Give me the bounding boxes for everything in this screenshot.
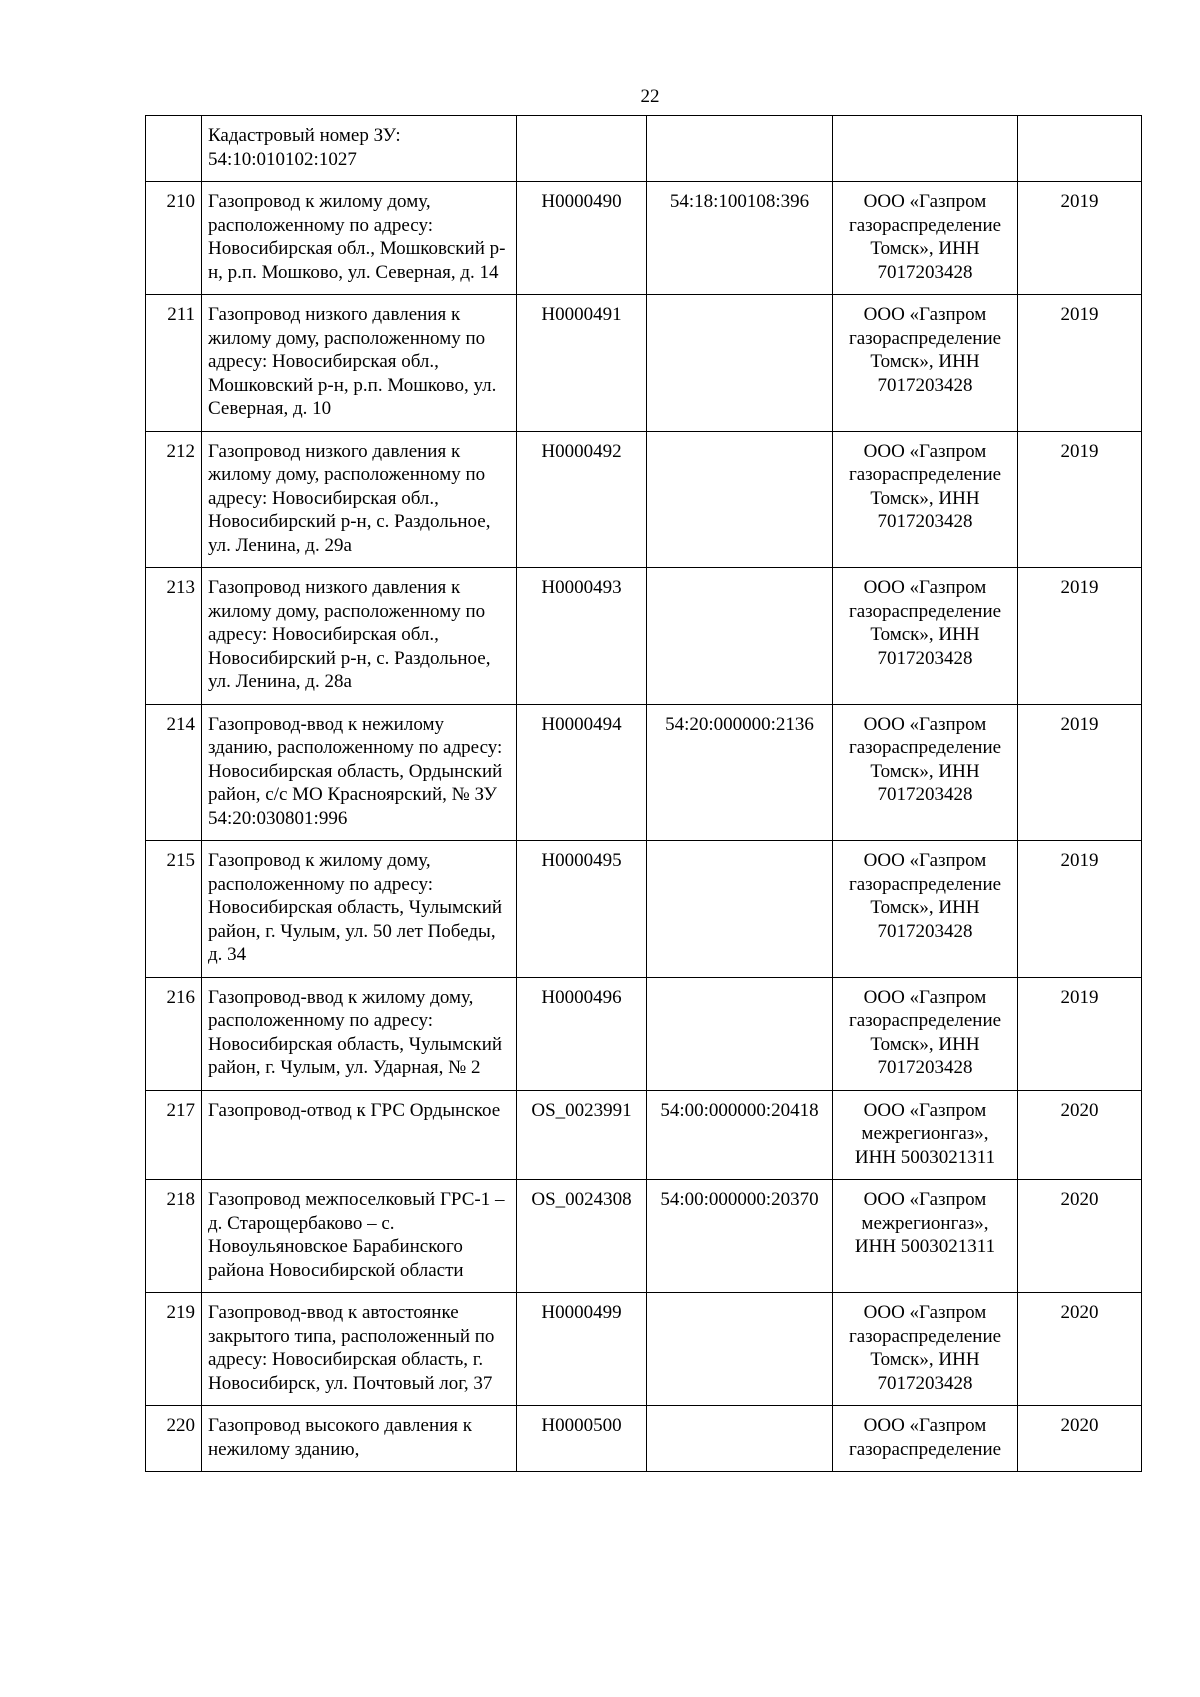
object-name-cell: Газопровод низкого давления к жилому дому, расположенному по адресу: Новосибирская обл., Новосибирский р-н, с. Раздольное, ул. Ленина, д. 28а [202, 568, 517, 705]
year-cell: 2019 [1018, 568, 1142, 705]
cadastral-number-cell [647, 568, 833, 705]
owner-cell: ООО «Газпром газораспределение Томск», ИНН 7017203428 [833, 1293, 1018, 1406]
owner-cell: ООО «Газпром газораспределение Томск», ИНН 7017203428 [833, 182, 1018, 295]
year-cell: 2019 [1018, 431, 1142, 568]
year-cell: 2020 [1018, 1090, 1142, 1180]
row-number-cell: 218 [146, 1180, 202, 1293]
object-name-cell: Газопровод к жилому дому, расположенному по адресу: Новосибирская область, Чулымский район, г. Чулым, ул. 50 лет Победы, д. 34 [202, 841, 517, 978]
cadastral-number-cell [647, 841, 833, 978]
year-cell: 2019 [1018, 841, 1142, 978]
object-name-cell: Газопровод-отвод к ГРС Ордынское [202, 1090, 517, 1180]
row-number-cell: 217 [146, 1090, 202, 1180]
inventory-number-cell: Н0000493 [517, 568, 647, 705]
object-name-cell: Газопровод низкого давления к жилому дому, расположенному по адресу: Новосибирская обл., Мошковский р-н, р.п. Мошково, ул. Северная, д. 10 [202, 295, 517, 432]
table-row [146, 1293, 1142, 1406]
registry-table [145, 115, 1142, 1472]
inventory-number-cell: OS_0023991 [517, 1090, 647, 1180]
owner-cell [833, 116, 1018, 182]
inventory-number-cell: Н0000499 [517, 1293, 647, 1406]
object-name-cell: Газопровод высокого давления к нежилому зданию, [202, 1406, 517, 1472]
object-name-cell: Газопровод-ввод к автостоянке закрытого типа, расположенный по адресу: Новосибирская область, г. Новосибирск, ул. Почтовый лог, 37 [202, 1293, 517, 1406]
row-number-cell: 214 [146, 704, 202, 841]
owner-cell: ООО «Газпром газораспределение Томск», ИНН 7017203428 [833, 295, 1018, 432]
row-number-cell: 211 [146, 295, 202, 432]
cadastral-number-cell [647, 116, 833, 182]
object-name-cell: Газопровод-ввод к нежилому зданию, расположенному по адресу: Новосибирская область, Ордынский район, с/с МО Красноярский, № ЗУ 54:20:030801:996 [202, 704, 517, 841]
object-name-cell: Кадастровый номер ЗУ: 54:10:010102:1027 [202, 116, 517, 182]
cadastral-number-cell: 54:00:000000:20418 [647, 1090, 833, 1180]
row-number-cell: 210 [146, 182, 202, 295]
object-name-cell: Газопровод низкого давления к жилому дому, расположенному по адресу: Новосибирская обл., Новосибирский р-н, с. Раздольное, ул. Ленина, д. 29а [202, 431, 517, 568]
owner-cell: ООО «Газпром газораспределение [833, 1406, 1018, 1472]
row-number-cell [146, 116, 202, 182]
inventory-number-cell: Н0000490 [517, 182, 647, 295]
year-cell: 2019 [1018, 295, 1142, 432]
row-number-cell: 220 [146, 1406, 202, 1472]
inventory-number-cell: Н0000492 [517, 431, 647, 568]
cadastral-number-cell: 54:20:000000:2136 [647, 704, 833, 841]
inventory-number-cell: Н0000496 [517, 977, 647, 1090]
year-cell: 2019 [1018, 704, 1142, 841]
cadastral-number-cell [647, 1293, 833, 1406]
row-number-cell: 213 [146, 568, 202, 705]
table-row [146, 431, 1142, 568]
year-cell: 2019 [1018, 182, 1142, 295]
cadastral-number-cell [647, 977, 833, 1090]
table-row [146, 1180, 1142, 1293]
row-number-cell: 219 [146, 1293, 202, 1406]
row-number-cell: 216 [146, 977, 202, 1090]
cadastral-number-cell [647, 431, 833, 568]
registry-table-body [146, 116, 1142, 1472]
row-number-cell: 215 [146, 841, 202, 978]
inventory-number-cell: Н0000494 [517, 704, 647, 841]
inventory-number-cell: Н0000491 [517, 295, 647, 432]
cadastral-number-cell [647, 295, 833, 432]
owner-cell: ООО «Газпром газораспределение Томск», ИНН 7017203428 [833, 431, 1018, 568]
page-number: 22 [640, 86, 660, 107]
table-row [146, 704, 1142, 841]
table-row [146, 116, 1142, 182]
object-name-cell: Газопровод межпоселковый ГРС-1 – д. Старощербаково – с. Новоульяновское Барабинского района Новосибирской области [202, 1180, 517, 1293]
table-row [146, 568, 1142, 705]
year-cell: 2020 [1018, 1406, 1142, 1472]
owner-cell: ООО «Газпром межрегионгаз», ИНН 5003021311 [833, 1180, 1018, 1293]
table-row [146, 841, 1142, 978]
inventory-number-cell: OS_0024308 [517, 1180, 647, 1293]
year-cell: 2020 [1018, 1293, 1142, 1406]
year-cell: 2019 [1018, 977, 1142, 1090]
inventory-number-cell [517, 116, 647, 182]
row-number-cell: 212 [146, 431, 202, 568]
table-row [146, 1090, 1142, 1180]
year-cell [1018, 116, 1142, 182]
inventory-number-cell: Н0000495 [517, 841, 647, 978]
object-name-cell: Газопровод к жилому дому, расположенному по адресу: Новосибирская обл., Мошковский р-н, р.п. Мошково, ул. Северная, д. 14 [202, 182, 517, 295]
owner-cell: ООО «Газпром газораспределение Томск», ИНН 7017203428 [833, 568, 1018, 705]
cadastral-number-cell [647, 1406, 833, 1472]
object-name-cell: Газопровод-ввод к жилому дому, расположенному по адресу: Новосибирская область, Чулымский район, г. Чулым, ул. Ударная, № 2 [202, 977, 517, 1090]
table-row [146, 295, 1142, 432]
owner-cell: ООО «Газпром газораспределение Томск», ИНН 7017203428 [833, 977, 1018, 1090]
owner-cell: ООО «Газпром газораспределение Томск», ИНН 7017203428 [833, 841, 1018, 978]
table-row [146, 182, 1142, 295]
inventory-number-cell: Н0000500 [517, 1406, 647, 1472]
cadastral-number-cell: 54:18:100108:396 [647, 182, 833, 295]
owner-cell: ООО «Газпром газораспределение Томск», ИНН 7017203428 [833, 704, 1018, 841]
table-row [146, 977, 1142, 1090]
year-cell: 2020 [1018, 1180, 1142, 1293]
table-row [146, 1406, 1142, 1472]
owner-cell: ООО «Газпром межрегионгаз», ИНН 5003021311 [833, 1090, 1018, 1180]
cadastral-number-cell: 54:00:000000:20370 [647, 1180, 833, 1293]
